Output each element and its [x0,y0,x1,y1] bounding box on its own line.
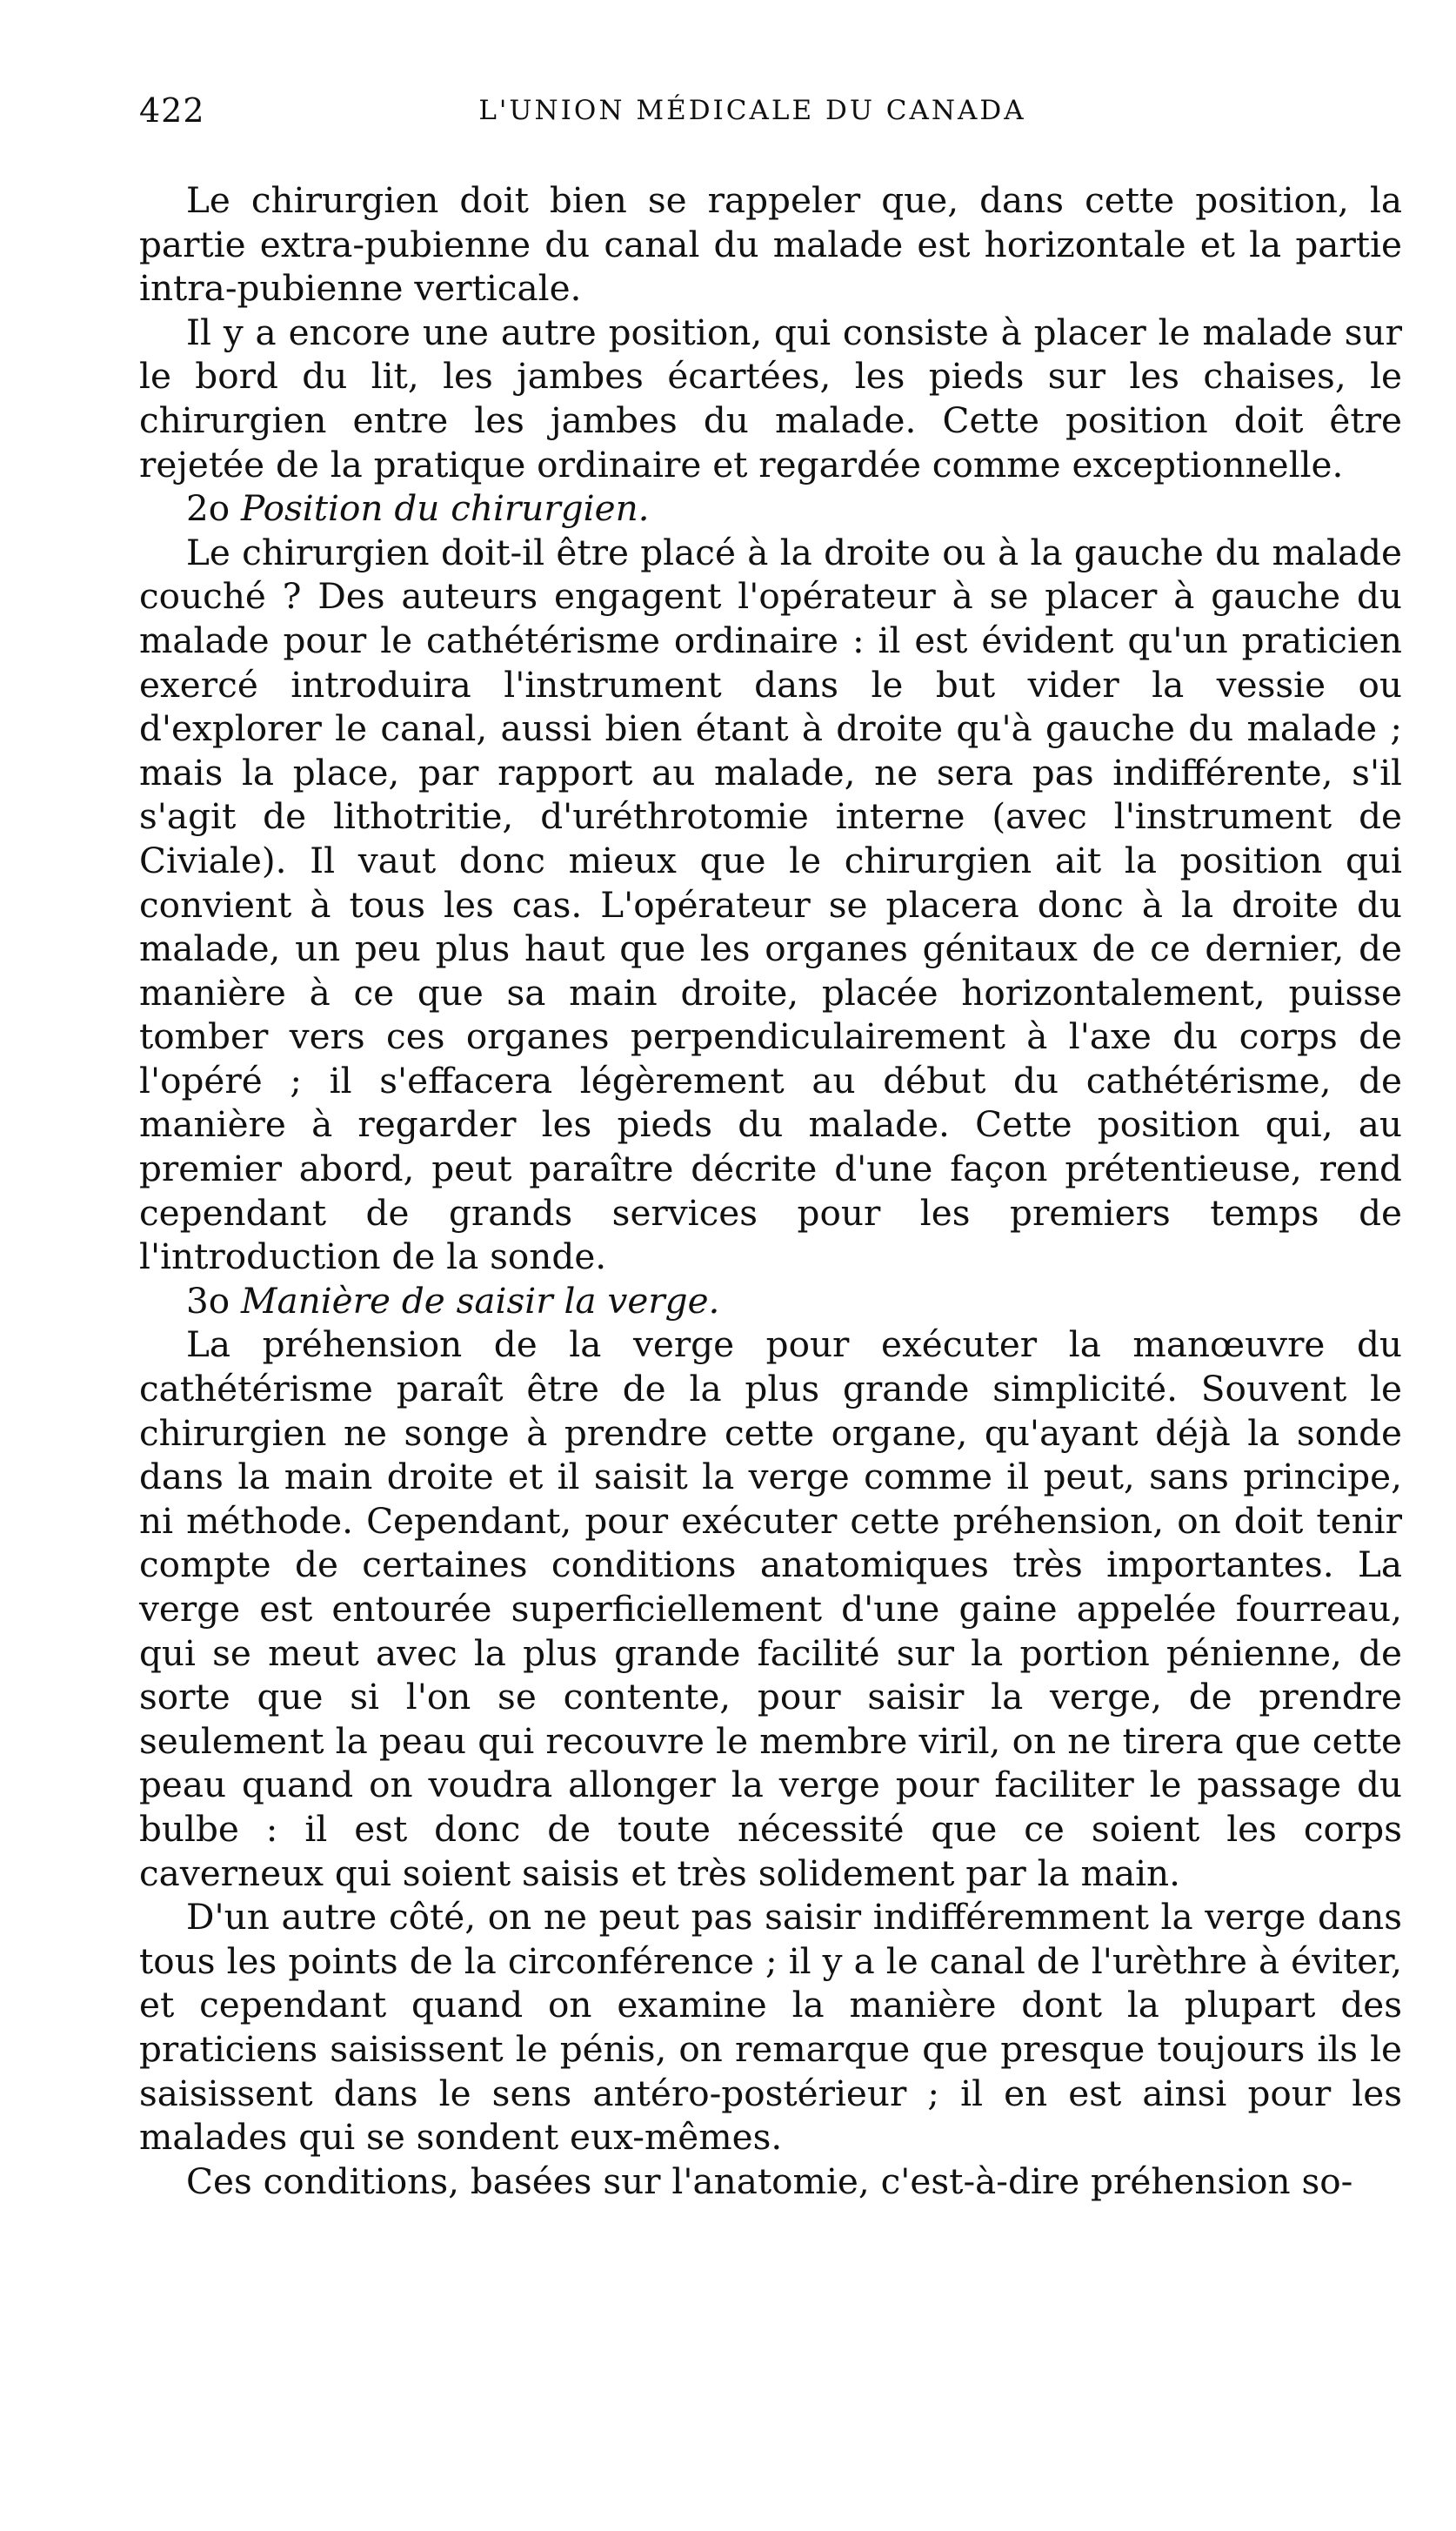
article-body [139,178,1402,2203]
section-title: Manière de saisir la verge. [241,1279,720,1322]
page-header [130,91,1374,144]
running-title: L'UNION MÉDICALE DU CANADA [478,95,1026,126]
paragraph: Le chirurgien doit bien se rappeler que, dans cette position, la partie extra-pubienne du canal du malade est horizontale et la partie intra-pubienne verticale. [139,179,1402,310]
section-heading [139,1279,1402,1323]
section-title: Position du chirurgien. [241,487,650,530]
section-number: 3o [186,1279,230,1322]
paragraph: La préhension de la verge pour exécuter la manœuvre du cathétérisme paraît être de la plus grande simplicité. Souvent le chirurgien ne songe à prendre cette organe, qu'ayant déjà la sonde dans la main droite et il saisit la verge comme il peut, sans principe, ni méthode. Cependant, pour exécuter cette préhension, on doit tenir compte de certaines conditions anatomiques très importantes. La verge est entourée superficiellement d'une gaine appelée fourreau, qui se meut avec la plus grande facilité sur la portion pénienne, de sorte que si l'on se contente, pour saisir la verge, de prendre seulement la peau qui recouvre le membre viril, on ne tirera que cette peau quand on voudra allonger la verge pour faciliter le passage du bulbe : il est donc de toute nécessité que ce soient les corps caverneux qui soient saisis et très solidement par la main. [139,1323,1402,1894]
paragraph: Il y a encore une autre position, qui consiste à placer le malade sur le bord du lit, les jambes écartées, les pieds sur les chaises, le chirurgien entre les jambes du malade. Cette position doit être rejetée de la pratique ordinaire et regardée comme exceptionnelle. [139,311,1402,485]
page-number: 422 [139,91,205,130]
paragraph: Le chirurgien doit-il être placé à la droite ou à la gauche du malade couché ? Des auteurs engagent l'opérateur à se placer à gauche du malade pour le cathétérisme ordinaire : il est évident qu'un praticien exercé introduira l'instrument dans le but vider la vessie ou d'explorer le canal, aussi bien étant à droite qu'à gauche du malade ; mais la place, par rapport au malade, ne sera pas indifférente, s'il s'agit de lithotritie, d'uréthrotomie interne (avec l'instrument de Civiale). Il vaut donc mieux que le chirurgien ait la position qui convient à tous les cas. L'opérateur se placera donc à la droite du malade, un peu plus haut que les organes génitaux de ce dernier, de manière à ce que sa main droite, placée horizontalement, puisse tomber vers ces organes perpendiculairement à l'axe du corps de l'opéré ; il s'effacera légèrement au début du cathétérisme, de manière à regarder les pieds du malade. Cette position qui, au premier abord, peut paraître décrite d'une façon prétentieuse, rend cependant de grands services pour les premiers temps de l'introduction de la sonde. [139,531,1402,1278]
section-heading [139,486,1402,531]
section-number: 2o [186,487,230,530]
paragraph: D'un autre côté, on ne peut pas saisir indifféremment la verge dans tous les points de la circonférence ; il y a le canal de l'urèthre à éviter, et cependant quand on examine la manière dont la plupart des praticiens saisissent le pénis, on remarque que presque toujours ils le saisissent dans le sens antéro-postérieur ; il en est ainsi pour les malades qui se sondent eux-mêmes. [139,1896,1402,2159]
paragraph: Ces conditions, basées sur l'anatomie, c'est-à-dire préhension so- [186,2159,1353,2202]
